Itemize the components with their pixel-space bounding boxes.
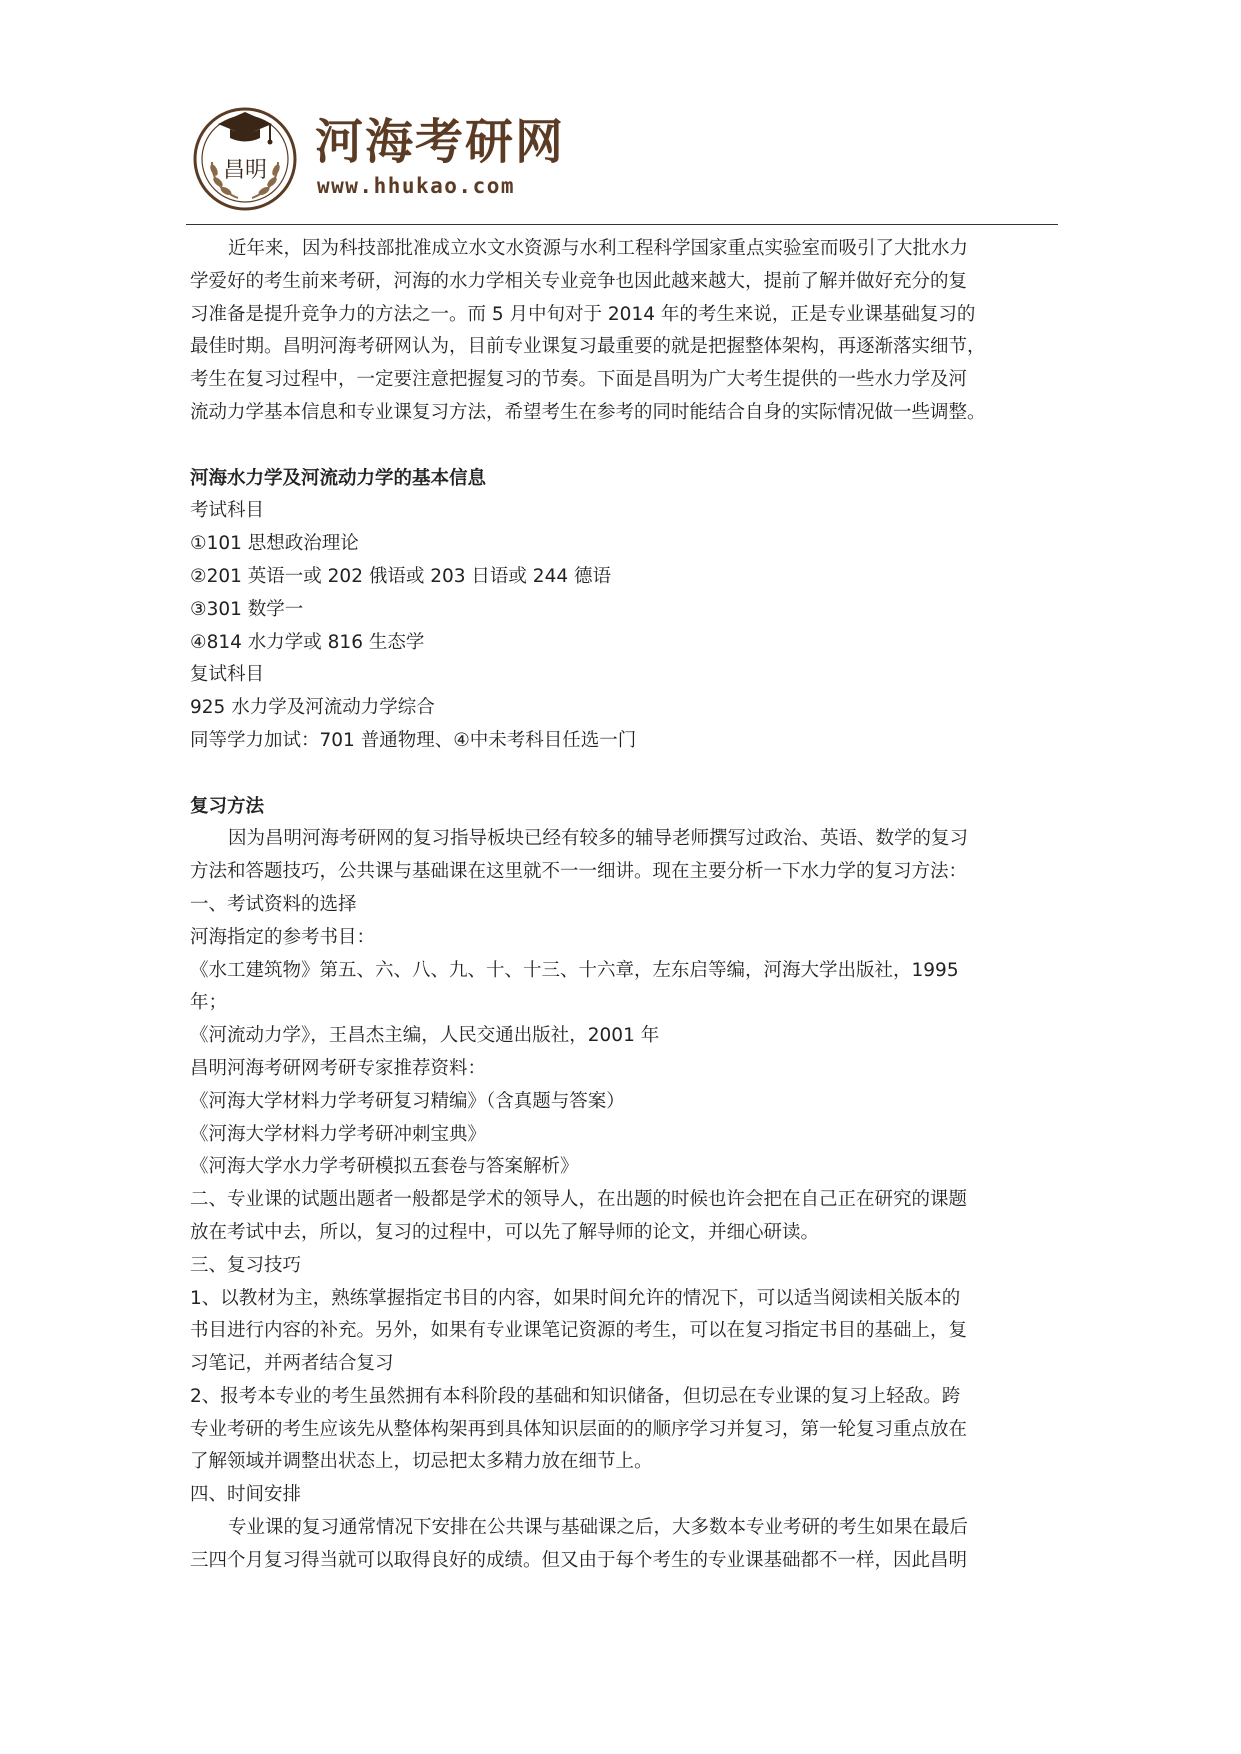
method-line: 河海指定的参考书目： [190, 926, 376, 948]
method-line: 《河海大学水力学考研模拟五套卷与答案解析》 [190, 1156, 579, 1178]
intro-line: 近年来，因为科技部批准成立水文水资源与水利工程科学国家重点实验室而吸引了大批水力 [228, 238, 969, 259]
intro-line: 考生在复习过程中，一定要注意把握复习的节奏。下面是昌明为广大考生提供的一些水力学及河 [190, 369, 968, 391]
method-line: 了解领域并调整出状态上，切忌把太多精力放在细节上。 [190, 1451, 653, 1473]
basic-info-line: ①101 思想政治理论 [190, 533, 359, 555]
method-line: 《河海大学材料力学考研复习精编》（含真题与答案） [190, 1090, 625, 1112]
header-divider [186, 224, 1058, 225]
method-line: 《水工建筑物》第五、六、八、九、十、十三、十六章，左东启等编，河海大学出版社，1995 [190, 959, 959, 981]
basic-info-line: ④814 水力学或 816 生态学 [190, 631, 425, 653]
method-line: 昌明河海考研网考研专家推荐资料： [190, 1057, 487, 1079]
method-line: 《河海大学材料力学考研冲刺宝典》 [190, 1123, 487, 1145]
intro-line: 习准备是提升竞争力的方法之一。而 5 月中旬对于 2014 年的考生来说，正是专业课基础复习的 [190, 303, 976, 325]
basic-info-line: 复试科目 [190, 664, 265, 686]
paragraph-gap [190, 430, 1070, 463]
basic-info-line: ②201 英语一或 202 俄语或 203 日语或 244 德语 [190, 565, 611, 587]
intro-line: 学爱好的考生前来考研，河海的水力学相关专业竞争也因此越来越大，提前了解并做好充分的复 [190, 270, 968, 292]
schedule-line: 三四个月复习得当就可以取得良好的成绩。但又由于每个考生的专业课基础都不一样，因此昌明 [190, 1549, 968, 1571]
basic-info-line: 考试科目 [190, 500, 265, 522]
method-line: 习笔记，并两者结合复习 [190, 1353, 394, 1375]
method-line: 书目进行内容的补充。另外，如果有专业课笔记资源的考生，可以在复习指定书目的基础上，复 [190, 1320, 968, 1342]
method-line: 一、考试资料的选择 [190, 893, 357, 915]
basic-info-line: 925 水力学及河流动力学综合 [190, 697, 435, 719]
method-line: 2、报考本专业的考生虽然拥有本科阶段的基础和知识储备，但切忌在专业课的复习上轻敌。跨 [190, 1385, 961, 1407]
method-line: 年； [190, 992, 228, 1014]
method-intro-line: 方法和答题技巧，公共课与基础课在这里就不一一细讲。现在主要分析一下水力学的复习方法： [190, 861, 968, 883]
basic-info-line: ③301 数学一 [190, 598, 304, 620]
schedule-line: 专业课的复习通常情况下安排在公共课与基础课之后，大多数本专业考研的考生如果在最后 [228, 1517, 969, 1539]
site-url: www.hhukao.com [317, 174, 516, 198]
graduation-cap-seal-logo-icon [190, 102, 300, 212]
method-line: 四、时间安排 [190, 1484, 302, 1506]
article-body [190, 233, 1070, 1578]
method-heading: 复习方法 [190, 795, 265, 817]
method-line: 三、复习技巧 [190, 1254, 302, 1276]
seal-text: 昌明 [222, 158, 268, 183]
method-intro-line: 因为昌明河海考研网的复习指导板块已经有较多的辅导老师撰写过政治、英语、数学的复习 [228, 828, 969, 850]
intro-line: 最佳时期。昌明河海考研网认为，目前专业课复习最重要的就是把握整体架构，再逐渐落实细节， [190, 336, 986, 358]
method-line: 放在考试中去，所以，复习的过程中，可以先了解导师的论文，并细心研读。 [190, 1221, 820, 1243]
basic-info-heading: 河海水力学及河流动力学的基本信息 [190, 467, 487, 489]
site-header [190, 102, 590, 212]
method-line: 专业考研的考生应该先从整体构架再到具体知识层面的的顺序学习并复习，第一轮复习重点放在 [190, 1418, 968, 1440]
method-line: 二、专业课的试题出题者一般都是学术的领导人，在出题的时候也许会把在自己正在研究的课题 [190, 1189, 968, 1211]
method-line: 1、以教材为主，熟练掌握指定书目的内容，如果时间允许的情况下，可以适当阅读相关版本的 [190, 1287, 961, 1309]
method-line: 《河流动力学》，王昌杰主编，人民交通出版社，2001 年 [190, 1025, 660, 1047]
intro-line: 流动力学基本信息和专业课复习方法，希望考生在参考的同时能结合自身的实际情况做一些调整。 [190, 401, 986, 423]
paragraph-gap [190, 758, 1070, 791]
site-name: 河海考研网 [315, 114, 566, 170]
basic-info-line: 同等学力加试：701 普通物理、④中未考科目任选一门 [190, 729, 637, 751]
